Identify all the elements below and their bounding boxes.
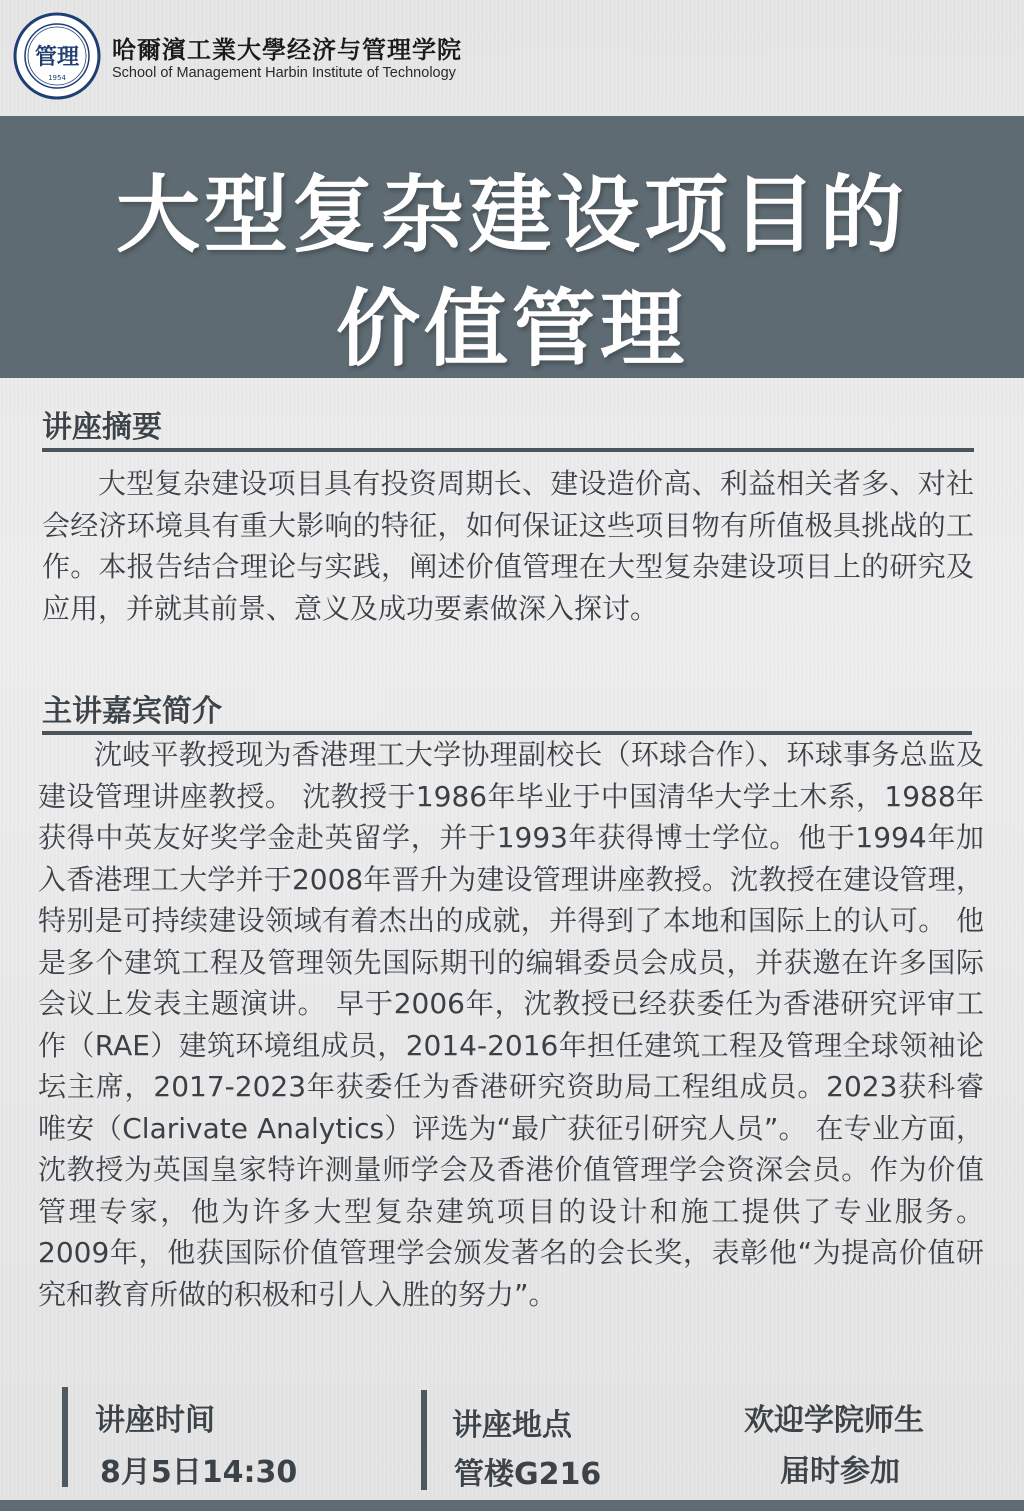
- speaker-heading: 主讲嘉宾简介: [42, 694, 222, 729]
- abstract-heading: 讲座摘要: [42, 410, 162, 445]
- place-divider: [421, 1390, 427, 1490]
- bottom-strip: [0, 1500, 1024, 1511]
- abstract-divider: [42, 448, 974, 452]
- speaker-text: 沈岐平教授现为香港理工大学协理副校长（环球合作）、环球事务总监及建设管理讲座教授。 沈教授于1986年毕业于中国清华大学土木系，1988年获得中英友好奖学金赴英留学，并于1993年获得博士学位。他于1994年加入香港理工大学并于2008年晋升为建设管理讲座教授。沈教授在建设管理，特别是可持续建设领域有着杰出的成就，并得到了本地和国际上的认可。 他是多个建筑工程及管理领先国际期刊的编辑委员会成员，并获邀在许多国际会议上发表主题演讲。 早于2006年，沈教授已经获委任为香港研究评审工作（RAE）建筑环境组成员，2014-2016年担任建筑工程及管理全球领袖论坛主席，2017-2023年获委任为香港研究资助局工程组成员。2023获科睿唯安（Clarivate Analytics）评选为“最广获征引研究人员”。 在专业方面，沈教授为英国皇家特许测量师学会及香港价值管理学会资深会员。作为价值管理专家，他为许多大型复杂建筑项目的设计和施工提供了专业服务。 2009年，他获国际价值管理学会颁发著名的会长奖，表彰他“为提高价值研究和教育所做的积极和引人入胜的努力”。: [38, 738, 984, 1311]
- welcome-line-1: 欢迎学院师生: [744, 1403, 924, 1438]
- logo-year: 1954: [48, 74, 66, 82]
- header: [0, 0, 1024, 116]
- school-seal-icon: [13, 12, 101, 100]
- school-name-en: School of Management Harbin Institute of Technology: [112, 65, 456, 81]
- place-value: 管楼G216: [454, 1457, 602, 1492]
- welcome-line-2: 届时参加: [780, 1454, 900, 1489]
- title-line-1: 大型复杂建设项目的: [115, 166, 908, 264]
- title-line-2: 价值管理: [335, 280, 688, 378]
- school-name-cn: 哈爾濱工業大學经济与管理学院: [112, 35, 462, 64]
- time-label: 讲座时间: [95, 1403, 215, 1438]
- time-value: 8月5日14:30: [100, 1455, 298, 1490]
- title-banner: [0, 116, 1024, 378]
- abstract-text: 大型复杂建设项目具有投资周期长、建设造价高、利益相关者多、对社会经济环境具有重大影响的特征，如何保证这些项目物有所值极具挑战的工作。本报告结合理论与实践，阐述价值管理在大型复杂建设项目上的研究及应用，并就其前景、意义及成功要素做深入探讨。: [42, 467, 974, 625]
- time-divider: [62, 1387, 68, 1487]
- logo-glyph: 管理: [34, 44, 80, 70]
- place-label: 讲座地点: [452, 1408, 572, 1443]
